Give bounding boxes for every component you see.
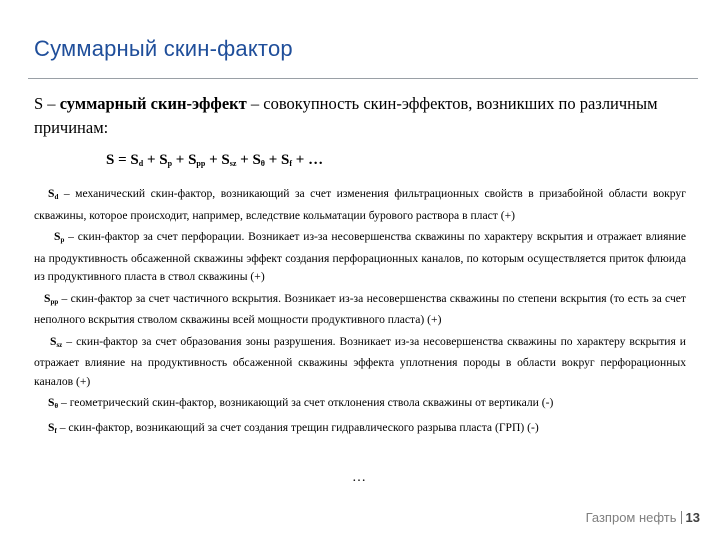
definition-stheta <box>34 394 686 416</box>
formula-sub: θ <box>260 159 265 168</box>
definition-spp <box>34 290 686 330</box>
formula-part: + S <box>236 152 261 168</box>
symbol: $S_d$ <box>48 187 59 201</box>
formula-sub: sz <box>229 159 237 168</box>
definition-text: – скин-фактор за счет перфорации. Возникает из-за несовершенства скважины по характеру вскрытия и отражает влияние на продуктивность обсаженной скважины эффект создания перфорационных каналов, по которым осуществляется приток флюида из продуктивного пласта в ствол скважины (+) <box>34 230 686 283</box>
page-number: 13 <box>685 510 700 525</box>
formula-sub: pp <box>196 159 206 168</box>
formula-part: + … <box>292 152 324 168</box>
definition-sf <box>34 419 686 441</box>
slide-title: Суммарный скин-фактор <box>34 36 293 61</box>
symbol: $S_{sz}$ <box>50 334 63 349</box>
continuation-ellipsis: … <box>352 470 366 485</box>
formula-sub: d <box>138 159 144 168</box>
intro-text: – совокупность скин-эффектов, возникших по различным причинам: <box>34 94 658 137</box>
definition-text: – геометрический скин-фактор, возникающий за счет отклонения ствола скважины от вертикали (-) <box>58 396 554 409</box>
title-divider <box>28 78 698 79</box>
intro-lead: S – <box>34 94 60 113</box>
symbol: $S_\theta$ <box>48 396 59 410</box>
intro-term: суммарный скин-эффект <box>59 94 247 113</box>
symbol: $S_{pp}$ <box>44 291 59 306</box>
definition-text: – скин-фактор за счет образования зоны разрушения. Возникает из-за несовершенства скважины по характеру вскрытия и отражает влияние на продуктивность обсаженной скважины эффекта уплотнения породы в области вокруг перфорационных каналов (+) <box>34 334 686 388</box>
symbol: $S_f$ <box>48 420 57 435</box>
formula-part: + S <box>172 152 197 168</box>
formula-sub: f <box>289 159 293 168</box>
definitions-list <box>34 185 686 440</box>
definition-text: – скин-фактор, возникающий за счет создания трещин гидравлического разрыва пласта (ГРП) (-) <box>56 420 539 434</box>
company-name: Газпром нефть <box>585 510 677 525</box>
definition-sp <box>34 228 686 287</box>
slide-footer <box>586 510 700 525</box>
formula-sub: p <box>167 159 173 168</box>
definition-ssz <box>34 333 686 392</box>
definition-text: – скин-фактор за счет частичного вскрытия. Возникает из-за несовершенства скважины по степени вскрытия (то есть за счет неполного вскрытия стволом скважины всей мощности продуктивного пласта) (+) <box>34 291 686 326</box>
skin-formula <box>106 152 323 169</box>
intro-paragraph <box>34 92 684 140</box>
footer-divider <box>681 511 682 524</box>
formula-part: + S <box>264 152 290 168</box>
formula-part: + S <box>205 152 230 168</box>
formula-part: + S <box>143 152 168 168</box>
definition-sd <box>34 185 686 225</box>
symbol: $S_p$ <box>54 230 65 244</box>
definition-text: – механический скин-фактор, возникающий за счет изменения фильтрационных свойств в призабойной области вокруг скважины, которое происходит, например, вследствие кольматации бурового раствора в пласт (+) <box>34 187 686 222</box>
formula-part: S = S <box>106 152 139 168</box>
